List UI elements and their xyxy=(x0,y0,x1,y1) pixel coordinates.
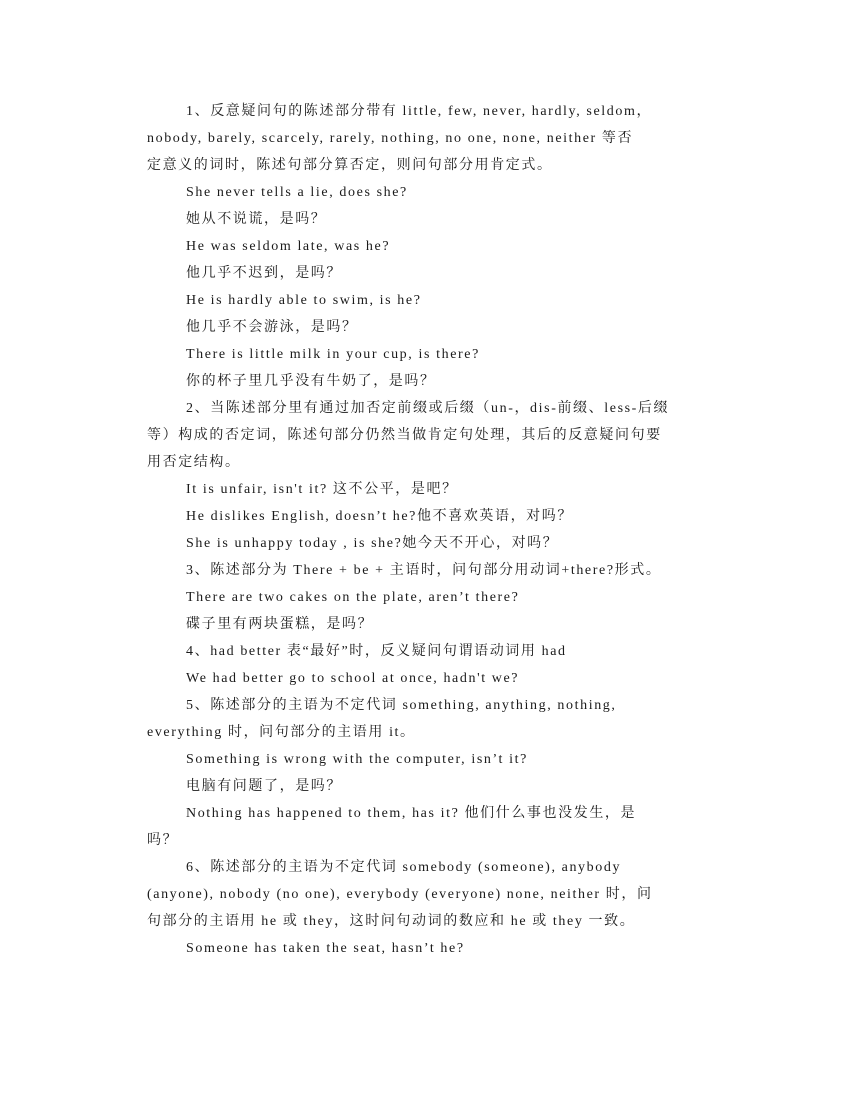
text-line: 碟子里有两块蛋糕，是吗？ xyxy=(186,617,374,632)
text-line: We had better go to school at once, hadn't we? xyxy=(186,671,520,686)
text-lines xyxy=(147,98,707,962)
text-line: 5、陈述部分的主语为不定代词 something, anything, nothing, xyxy=(186,698,617,713)
text-line: He was seldom late, was he? xyxy=(186,239,391,254)
text-line: 句部分的主语用 he 或 they，这时问句动词的数应和 he 或 they 一致。 xyxy=(147,914,636,929)
text-line: 用否定结构。 xyxy=(147,455,241,470)
text-line: Nothing has happened to them, has it? 他们什么事也没发生，是 xyxy=(186,806,637,821)
text-line: 6、陈述部分的主语为不定代词 somebody (someone), anybody xyxy=(186,860,622,875)
text-line: 她从不说谎，是吗？ xyxy=(186,212,327,227)
text-line: He dislikes English, doesn’t he?他不喜欢英语，对吗？ xyxy=(186,509,573,524)
document-body xyxy=(147,98,707,962)
text-line: Someone has taken the seat, hasn’t he? xyxy=(186,941,465,956)
text-line: nobody, barely, scarcely, rarely, nothing, no one, none, neither 等否 xyxy=(147,131,634,146)
text-line: It is unfair, isn't it? 这不公平，是吧？ xyxy=(186,482,458,497)
text-line: 你的杯子里几乎没有牛奶了，是吗？ xyxy=(186,374,436,389)
text-line: 4、had better 表“最好”时，反义疑问句谓语动词用 had xyxy=(186,644,567,659)
text-line: 他几乎不迟到，是吗？ xyxy=(186,266,342,281)
text-line: 1、反意疑问句的陈述部分带有 little, few, never, hardly, seldom， xyxy=(186,104,653,119)
text-line: 3、陈述部分为 There + be + 主语时，问句部分用动词+there?形式。 xyxy=(186,563,662,578)
text-line: 吗？ xyxy=(147,833,179,848)
text-line: Something is wrong with the computer, isn’t it? xyxy=(186,752,528,767)
text-line: She never tells a lie, does she? xyxy=(186,185,408,200)
text-line: (anyone), nobody (no one), everybody (everyone) none, neither 时，问 xyxy=(147,887,653,902)
text-line: She is unhappy today , is she?她今天不开心，对吗？ xyxy=(186,536,559,551)
text-line: 定意义的词时，陈述句部分算否定，则问句部分用肯定式。 xyxy=(147,158,553,173)
text-line: There are two cakes on the plate, aren’t there? xyxy=(186,590,520,605)
text-line: everything 时，问句部分的主语用 it。 xyxy=(147,725,416,740)
text-line: 电脑有问题了，是吗？ xyxy=(186,779,342,794)
text-line: He is hardly able to swim, is he? xyxy=(186,293,422,308)
text-line: There is little milk in your cup, is there? xyxy=(186,347,480,362)
text-line: 他几乎不会游泳，是吗？ xyxy=(186,320,358,335)
text-line: 2、当陈述部分里有通过加否定前缀或后缀（un-，dis-前缀、less-后缀 xyxy=(186,401,670,416)
text-line: 等）构成的否定词，陈述句部分仍然当做肯定句处理，其后的反意疑问句要 xyxy=(147,428,662,443)
